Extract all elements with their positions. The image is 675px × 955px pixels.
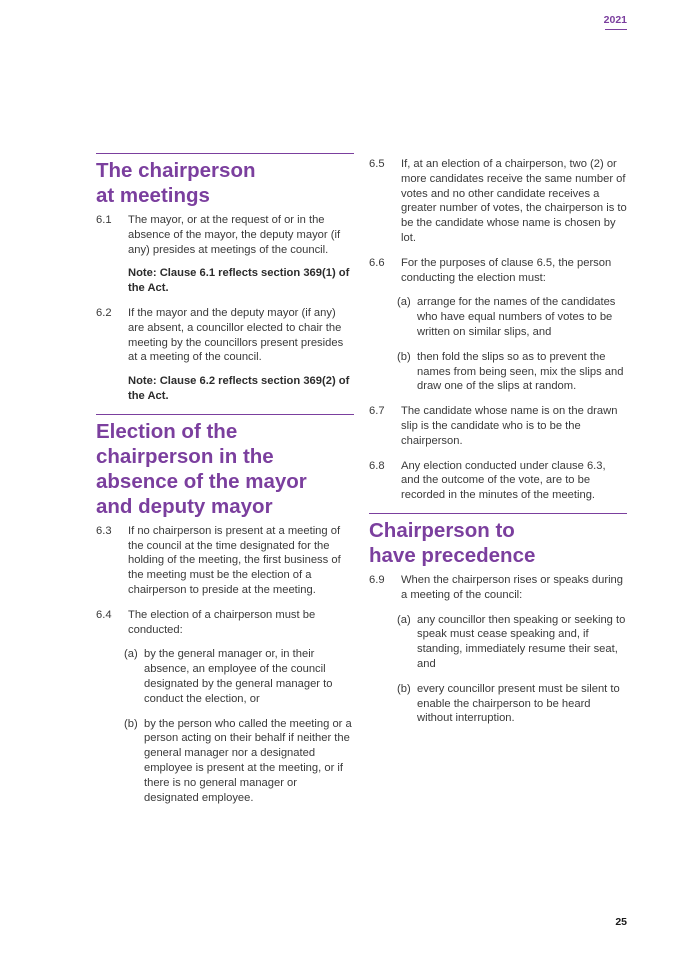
clause-number: 6.2	[96, 306, 112, 319]
heading-line: absence of the mayor	[96, 469, 307, 493]
subclause-letter: (a)	[124, 648, 138, 661]
clause-text: If, at an election of a chairperson, two (2) or more candidates receive the same number of votes and no other candidate receives a greater number of votes, the chairperson is to be the candidate whose name is chosen by lot.	[401, 158, 627, 244]
subclause-letter: (a)	[397, 613, 411, 626]
clause-number: 6.3	[96, 524, 112, 537]
clause-text: The mayor, or at the request of or in the absence of the mayor, the deputy mayor (if any) presides at meetings of the council.	[128, 214, 341, 256]
heading-line: and deputy mayor	[96, 494, 273, 518]
clause-6-6	[369, 256, 627, 286]
clause-6-9	[369, 573, 627, 603]
subclause-6-9-b	[397, 682, 627, 726]
subclause-6-9-a	[397, 613, 627, 672]
clause-text: For the purposes of clause 6.5, the person conducting the election must:	[401, 256, 612, 284]
clause-6-5	[369, 157, 627, 246]
subclause-text: every councillor present must be silent to enable the chairperson to be heard without interruption.	[417, 682, 620, 725]
heading-line: The chairperson	[96, 159, 256, 182]
year-underline	[605, 29, 627, 30]
section-heading-chairperson	[96, 158, 354, 208]
subclause-text: by the person who called the meeting or a person acting on their behalf if neither the general manager nor a designated employee is present at the meeting, or if there is no general manager or designated employee.	[144, 717, 352, 804]
clause-number: 6.5	[369, 158, 385, 170]
year-label: 2021	[603, 14, 627, 26]
clause-text: When the chairperson rises or speaks during a meeting of the council:	[401, 573, 623, 601]
subclause-text: arrange for the names of the candidates who have equal numbers of votes to be written on similar slips, and	[417, 296, 616, 338]
subclause-text: then fold the slips so as to prevent the names from being seen, mix the slips and draw one of the slips at random.	[417, 350, 624, 393]
subclause-letter: (b)	[397, 350, 411, 363]
clause-text: The candidate whose name is on the drawn slip is the candidate who is to be the chairperson.	[401, 405, 618, 447]
section-heading-precedence	[369, 518, 627, 568]
subclause-letter: (a)	[397, 296, 411, 309]
clause-6-4	[96, 608, 354, 638]
clause-text: Any election conducted under clause 6.3, and the outcome of the vote, are to be recorded in the minutes of the meeting.	[401, 459, 606, 502]
clause-number: 6.1	[96, 214, 112, 226]
page-number: 25	[615, 916, 627, 928]
heading-line: chairperson in the	[96, 444, 274, 468]
clause-6-2	[96, 306, 354, 365]
heading-line: have precedence	[369, 543, 536, 567]
clause-number: 6.8	[369, 459, 385, 472]
subclause-letter: (b)	[397, 682, 411, 695]
subclause-6-4-a	[124, 647, 354, 706]
clause-text: The election of a chairperson must be conducted:	[128, 608, 316, 636]
subclause-6-6-a	[397, 295, 627, 339]
section-divider	[96, 153, 354, 154]
heading-line: at meetings	[96, 184, 210, 207]
clause-number: 6.6	[369, 256, 385, 269]
subclause-letter: (b)	[124, 717, 138, 730]
subclause-text: by the general manager or, in their absence, an employee of the council designated by the general manager to conduct the election, or	[144, 648, 333, 705]
clause-6-1	[96, 213, 354, 257]
clause-6-7	[369, 404, 627, 448]
clause-6-8	[369, 459, 627, 503]
heading-line: Election of the	[96, 419, 238, 443]
section-divider	[369, 513, 627, 514]
section-heading-election	[96, 419, 354, 519]
subclause-6-4-b	[124, 717, 354, 806]
heading-line: Chairperson to	[369, 518, 515, 542]
right-column	[369, 157, 627, 736]
note-6-2: Note: Clause 6.2 reflects section 369(2) of the Act.	[128, 375, 350, 402]
subclause-6-6-b	[397, 350, 627, 394]
clause-text: If the mayor and the deputy mayor (if any) are absent, a councillor elected to chair the meeting by the councillors present presides at a meeting of the council.	[128, 306, 344, 364]
clause-number: 6.9	[369, 573, 385, 586]
clause-text: If no chairperson is present at a meeting of the council at the time designated for the holding of the meeting, the first business of the meeting must be the election of a chairperson to preside at the meeting.	[128, 524, 341, 596]
left-column	[96, 153, 354, 815]
clause-number: 6.7	[369, 405, 385, 418]
clause-6-3	[96, 524, 354, 598]
clause-number: 6.4	[96, 608, 112, 621]
subclause-text: any councillor then speaking or seeking to speak must cease speaking and, if standing, immediately resume their seat, and	[417, 613, 626, 670]
note-6-1: Note: Clause 6.1 reflects section 369(1) of the Act.	[128, 267, 350, 295]
section-divider	[96, 414, 354, 415]
